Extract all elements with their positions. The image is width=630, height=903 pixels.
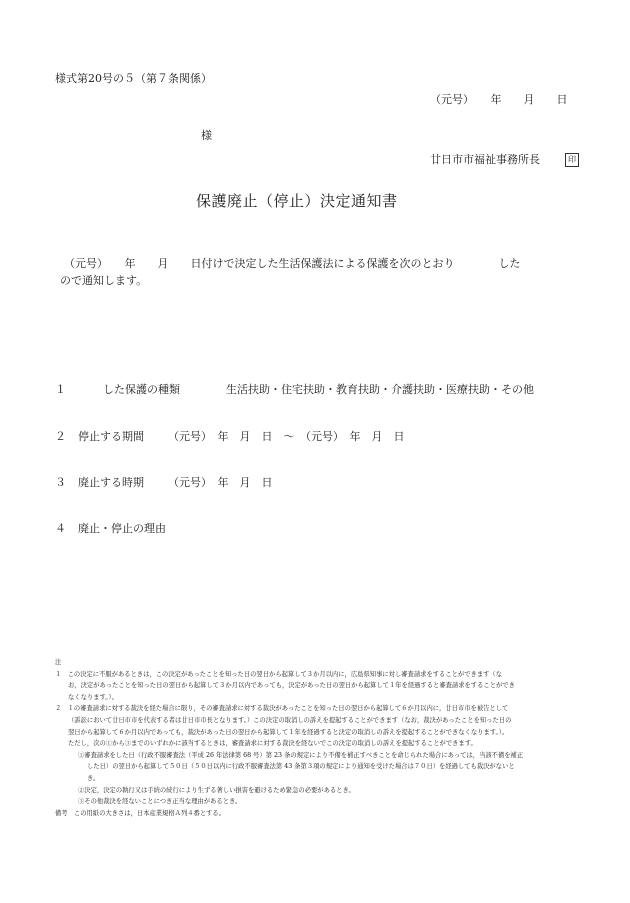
item-2-number: ２: [55, 430, 66, 443]
item-3-value: （元号） 年 月 日: [168, 476, 273, 489]
item-2-label: 停止する期間: [78, 430, 144, 443]
note-line: ２ １の審査請求に対する裁決を経た場合に限り，その審査請求に対する裁決があったことを知った日の翌日から起算して６か月以内に，廿日市市を被告として: [55, 705, 509, 713]
item-4-number: ４: [55, 522, 66, 535]
item-1-number: １: [55, 383, 66, 396]
note-line: １ この決定に不服があるときは，この決定があったことを知った日の翌日から起算して３か月以内に，広島県知事に対し審査請求をすることができます（な: [55, 670, 503, 678]
note-line: （訴訟において廿日市市を代表する者は廿日市市長となります。）この決定の取消しの訴えを提起することができます（なお，裁決があったことを知った日の: [68, 716, 512, 724]
body-line-1: （元号） 年 月 日付けで決定した生活保護法による保護を次のとおり した: [64, 257, 521, 270]
note-line: した日）の翌日から起算して５０日（５０日以内に行政不服審査法第 43 条第３項の規定により通知を受けた場合は７０日）を経過しても裁決がないと: [87, 763, 515, 771]
note-line: なくなります。）。: [68, 693, 118, 701]
note-line: お，決定があったことを知った日の翌日から起算して３か月以内であっても，決定があった日の翌日から起算して１年を経過すると審査請求をすることができ: [68, 682, 515, 690]
issue-date: （元号） 年 月 日: [430, 93, 568, 106]
seal-mark: 印: [565, 153, 579, 167]
item-4-label: 廃止・停止の理由: [78, 522, 166, 535]
note-line: ③その他裁決を経ないことにつき正当な理由があるとき。: [78, 798, 242, 806]
item-1-value: 生活扶助・住宅扶助・教育扶助・介護扶助・医療扶助・その他: [226, 383, 534, 396]
item-3-label: 廃止する時期: [78, 476, 144, 489]
note-line: 翌日から起算して６か月以内であっても，裁決があった日の翌日から起算して１年を経過すると決定の取消しの訴えを提起することができなくなります。）。: [68, 728, 509, 736]
document-title: 保護廃止（停止）決定通知書: [196, 192, 398, 210]
notes-heading: 注: [55, 659, 62, 666]
notes-section: [55, 657, 577, 819]
form-number: 様式第20号の５（第７条関係）: [55, 72, 212, 85]
addressee-suffix: 様: [201, 129, 212, 142]
item-2-value: （元号） 年 月 日 ～ （元号） 年 月 日: [168, 430, 405, 443]
note-line: ①審査請求をした日（行政不服審査法（平成 26 年法律第 68 号）第 23 条の規定により不備を補正すべきことを命じられた場合にあっては，当該不備を補正: [78, 751, 524, 759]
issuer-name: 廿日市市福祉事務所長: [430, 153, 540, 166]
item-3-number: ３: [55, 476, 66, 489]
remarks-line: 備考 この用紙の大きさは，日本産業規格Ａ列４番とする。: [55, 809, 226, 817]
note-line: ただし，次の①から③までのいずれかに該当するときは，審査請求に対する裁決を経ないでこの決定の取消しの訴えを提起することができます。: [68, 740, 477, 748]
note-line: ②決定，決定の執行又は手続の続行により生ずる著しい損害を避けるため緊急の必要があるとき。: [78, 786, 355, 794]
body-line-2: ので通知します。: [60, 274, 148, 287]
issuer: [430, 151, 579, 167]
item-1-label: した保護の種類: [103, 383, 180, 396]
note-line: き。: [87, 774, 100, 782]
